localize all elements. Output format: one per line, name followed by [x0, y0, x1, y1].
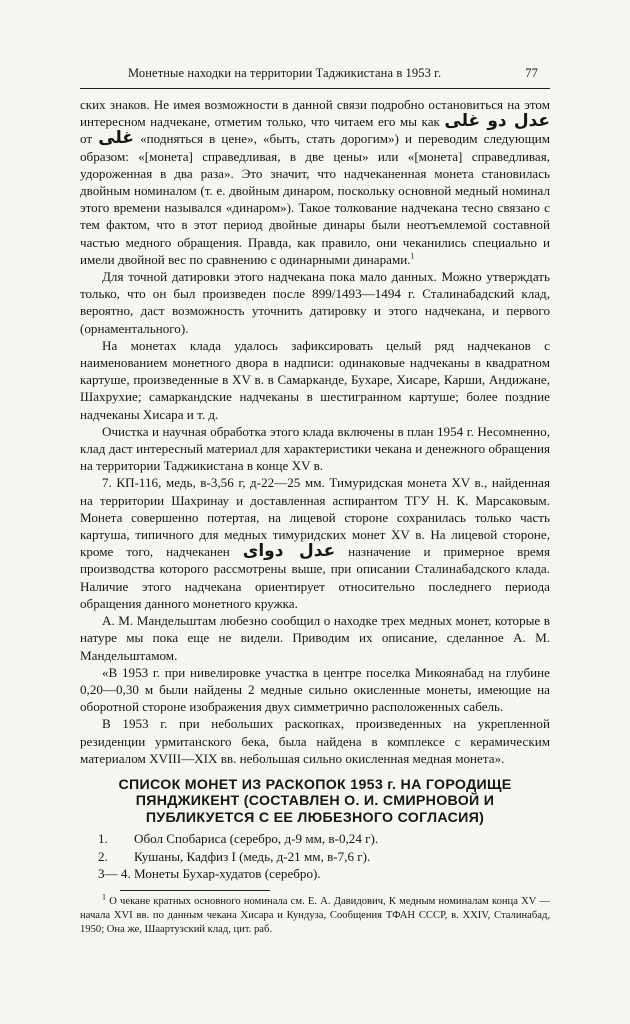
- paragraph-1-text-a: ских знаков. Не имея возможности в данной связи подробно остановиться на этом интересном надчекане, отметим только, что читаем его мы как: [80, 97, 550, 130]
- header-rule: [80, 88, 550, 89]
- paragraph-6: А. М. Мандельштам любезно сообщил о находке трех медных монет, которые в натуре мы пока еще не видели. Приводим их описание, сделанное А. М. Мандельштамом.: [80, 613, 550, 663]
- running-header: [128, 66, 538, 81]
- list-item-text: Монеты Бухар-худатов (серебро).: [134, 865, 321, 881]
- paragraph-4: Очистка и научная обработка этого клада включены в план 1954 г. Несомненно, клад даст интересный материал для характеристики чекана и денежного обращения на территории Таджикистана в конце XV в.: [80, 423, 550, 474]
- footnote-rule: [120, 890, 270, 891]
- page-number: 77: [525, 66, 538, 80]
- paragraph-7: «В 1953 г. при нивелировке участка в центре поселка Микоянабад на глубине 0,20—0,30 м были найдены 2 медные сильно окисленные монеты, имеющие на оборотной стороне изображения двух симметрично расположенных сабель.: [80, 664, 550, 715]
- paragraph-3: На монетах клада удалось зафиксировать целый ряд надчеканов с наименованием монетного двора в надписи: одинаковые надчеканы в квадратном картуше, произведенные в XV в. в Самарканде, Бухаре, Хисаре, Карши, Андижане, Шахрухие; самаркандские надчеканы в шестигранном картуше; более поздние надчеканы Хисара и т. д.: [80, 337, 550, 422]
- list-item-number: 1.: [98, 831, 108, 847]
- running-title: Монетные находки на территории Таджикистана в 1953 г.: [128, 66, 442, 80]
- arabic-word: غلی: [98, 128, 134, 149]
- paragraph-1-text-b: от: [80, 131, 99, 147]
- paragraph-5: [80, 474, 550, 612]
- footnote-text: О чекане кратных основного номинала см. Е. А. Давидович, К медным номиналам конца XV — начала XVI вв. по данным чекана Хисара и Кундуза, Сообщения ТФАН СССР, в. XXIV, Сталинабад, 1950; Она же, Шаартузский клад, цит. раб.: [80, 896, 550, 936]
- arabic-overstrike-inscription-2: عدل دوای: [242, 541, 336, 562]
- paragraph-2: Для точной датировки этого надчекана пока мало данных. Можно утверждать только, что он был произведен после 899/1493—1494 г. Сталинабадский клад, вероятно, даст возможность уточнить датировку и этого надчекана, и первого (орнаментального).: [80, 269, 550, 336]
- section-heading: СПИСОК МОНЕТ ИЗ РАСКОПОК 1953 г. НА ГОРОДИЩЕ ПЯНДЖИКЕНТ (СОСТАВЛЕН О. И. СМИРНОВОЙ И ПУБЛИКУЕТСЯ С ЕЕ ЛЮБЕЗНОГО СОГЛАСИЯ): [118, 776, 512, 826]
- arabic-overstrike-inscription: عدل دو غلی: [444, 111, 551, 132]
- list-item-text: Обол Спобариса (серебро, д-9 мм, в-0,24 г).: [134, 831, 379, 847]
- list-item: [80, 848, 550, 865]
- paragraph-1-text-c: «подняться в цене», «быть, стать дорогим») и переводим следующим образом: «[монета] справедливая, в две цены» или «[монета] справедливая, удороженная в два раза». Это значит, что надчеканенная монета становилась двойным номиналом (т. е. двойным динаром, поскольку основной медный номинал этого времени назывался «динаром»). Такое толкование надчекана тесно связано с тем фактом, что в этот период двойные динары были неотъемлемой составной частью медного обращения. Правда, как правило, они чеканились специально и имели двойной вес по сравнению с одинарными динарами.: [80, 131, 550, 267]
- coin-list: [80, 830, 550, 882]
- paragraph-1: [80, 96, 550, 268]
- paragraph-8: В 1953 г. при небольших раскопках, произведенных на укрепленной резиденции урмитанского бека, была найдена в комплексе с керамическим материалом XVIII—XIX вв. небольшая сильно окисленная медная монета».: [80, 716, 550, 766]
- list-item-number: 3— 4.: [98, 865, 131, 881]
- paragraph-5-text-a: 7. КП-116, медь, в-3,56 г, д-22—25 мм. Тимуридская монета XV в., найденная на территории Шахринау и доставленная аспирантом ТГУ Н. К. Марсаковым. Монета совершенно потертая, на лицевой стороне сохранилась только часть картуша, типичного для медных тимуридских монет XV в. На лицевой стороне, кроме того, надчеканен: [80, 475, 550, 560]
- list-item-text: Кушаны, Кадфиз I (медь, д-21 мм, в-7,6 г).: [134, 848, 371, 864]
- paragraph-5-text-b: назначение и примерное время производства которого рассмотрены выше, при описании Сталинабадского клада. Наличие этого надчекана ориентирует относительно последнего периода обращения данного монетного кружка.: [80, 544, 550, 611]
- footnote: [80, 892, 550, 937]
- list-item-number: 2.: [98, 848, 108, 864]
- footnote-marker: 1: [410, 251, 415, 261]
- main-text: [80, 96, 550, 937]
- list-item: [80, 865, 550, 882]
- list-item: [80, 830, 550, 847]
- footnote-number: 1: [102, 892, 106, 902]
